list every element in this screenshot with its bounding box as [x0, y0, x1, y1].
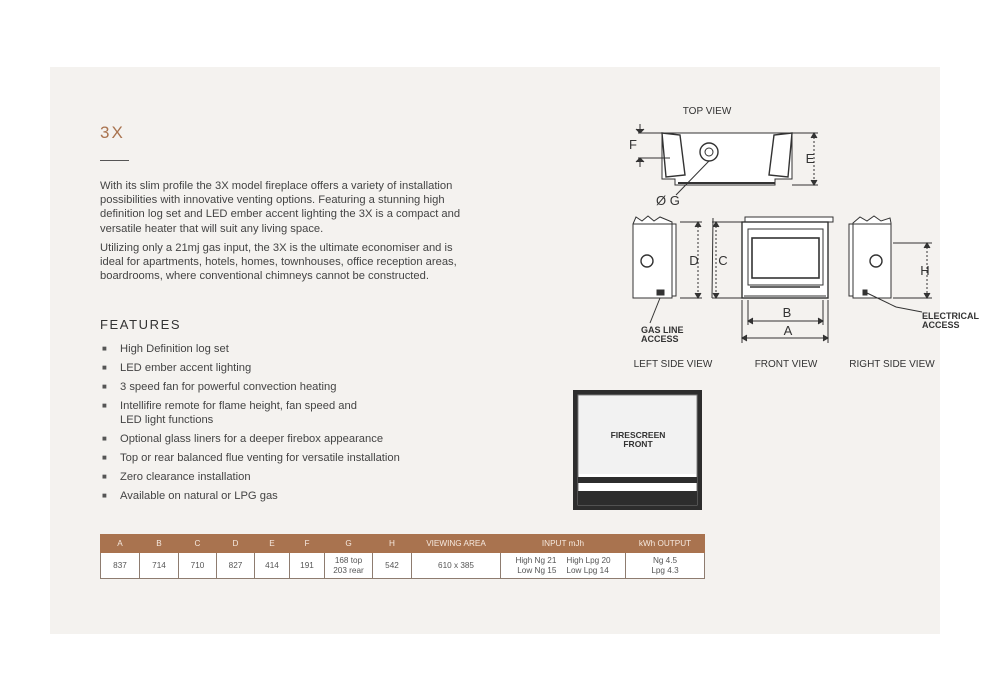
title-divider	[100, 160, 129, 161]
feature-item	[100, 489, 480, 503]
cell-g: 168 top 203 rear	[325, 553, 373, 579]
gas-line-label-2: ACCESS	[641, 334, 679, 344]
feature-text: Available on natural or LPG gas	[120, 490, 278, 503]
feature-item	[100, 451, 480, 465]
table-row	[101, 553, 705, 579]
col-header-e: E	[255, 535, 290, 553]
dim-f-label: F	[629, 137, 637, 152]
bullet-icon: ■	[102, 472, 107, 482]
cell-e: 414	[255, 553, 290, 579]
bullet-icon: ■	[102, 491, 107, 501]
col-header-viewing-area: VIEWING AREA	[412, 535, 501, 553]
left-side-view-drawing	[633, 216, 702, 323]
bullet-icon: ■	[102, 344, 107, 353]
electrical-label-1: ELECTRICAL	[922, 311, 979, 321]
input-values	[503, 556, 623, 576]
intro-paragraph-1: With its slim profile the 3X model fireplace offers a variety of installation possibilities with innovative venting options. Featuring a stunning high definition log set and LED ember accent lighting the 3X is a compact and versatile heater that will suit any living space.	[100, 180, 461, 235]
cell-kwh-output: Ng 4.5 Lpg 4.3	[626, 553, 705, 579]
col-header-h: H	[373, 535, 412, 553]
spec-table-header-row	[101, 535, 705, 553]
feature-item	[100, 432, 480, 446]
feature-item	[100, 361, 480, 375]
bullet-icon: ■	[102, 453, 107, 463]
feature-item	[100, 399, 480, 427]
cell-h: 542	[373, 553, 412, 579]
col-header-c: C	[179, 535, 217, 553]
feature-text: High Definition log set	[120, 343, 229, 355]
content-panel	[50, 67, 979, 634]
feature-text: Top or rear balanced flue venting for versatile installation	[120, 452, 400, 465]
firescreen-front-illustration	[573, 390, 703, 510]
firescreen-label-1: FIRESCREEN	[610, 430, 666, 440]
dim-d-label: D	[689, 253, 699, 268]
dimension-diagram	[570, 97, 979, 382]
input-ng: High Ng 21 Low Ng 15	[515, 555, 557, 575]
cell-b: 714	[140, 553, 179, 579]
cell-viewing-area: 610 x 385	[412, 553, 501, 579]
feature-text: Optional glass liners for a deeper firebox appearance	[120, 433, 384, 446]
top-view-drawing	[636, 124, 818, 195]
col-header-b: B	[140, 535, 179, 553]
feature-text: LED ember accent lighting	[120, 362, 252, 374]
feature-text: Zero clearance installation	[120, 471, 251, 484]
dim-e-label: E	[805, 151, 815, 166]
col-header-d: D	[217, 535, 255, 553]
firescreen-label-2: FRONT	[623, 439, 653, 449]
col-header-kwh-output: kWh OUTPUT	[626, 535, 705, 553]
front-view-drawing	[712, 217, 833, 343]
dim-c-label: C	[718, 253, 728, 268]
bullet-icon: ■	[102, 434, 107, 444]
feature-item	[100, 380, 480, 394]
intro-text	[100, 179, 462, 288]
col-header-input: INPUT mJh	[501, 535, 626, 553]
page-title: 3X	[100, 123, 125, 142]
feature-text: 3 speed fan for powerful convection heating	[120, 381, 337, 393]
top-view-label: TOP VIEW	[682, 106, 732, 117]
dim-a-label: A	[783, 323, 793, 338]
right-side-view-label: RIGHT SIDE VIEW	[849, 359, 935, 370]
gas-line-label-1: GAS LINE	[641, 325, 684, 335]
cell-d: 827	[217, 553, 255, 579]
feature-item	[100, 342, 480, 356]
spec-table	[100, 534, 705, 579]
cell-c: 710	[179, 553, 217, 579]
dim-h-label: H	[920, 263, 930, 278]
bullet-icon: ■	[102, 382, 107, 391]
dim-b-label: B	[782, 305, 792, 320]
cell-f: 191	[290, 553, 325, 579]
col-header-f: F	[290, 535, 325, 553]
cell-input	[501, 553, 626, 579]
features-list	[100, 342, 480, 508]
left-side-view-label: LEFT SIDE VIEW	[633, 359, 713, 370]
dim-g-label: Ø G	[656, 193, 680, 208]
feature-item	[100, 470, 480, 484]
electrical-label-2: ACCESS	[922, 320, 960, 330]
col-header-a: A	[101, 535, 140, 553]
bullet-icon: ■	[102, 401, 107, 410]
intro-paragraph-2: Utilizing only a 21mj gas input, the 3X is the ultimate economiser and is ideal for apartments, hotels, homes, townhouses, office reception areas, boardrooms, where conventional chimneys cannot be constructed.	[100, 241, 457, 283]
cell-a: 837	[101, 553, 140, 579]
col-header-g: G	[325, 535, 373, 553]
feature-text: Intellifire remote for flame height, fan speed and LED light functions	[120, 400, 357, 427]
features-heading: FEATURES	[100, 317, 182, 332]
bullet-icon: ■	[102, 363, 107, 372]
front-view-label: FRONT VIEW	[754, 359, 818, 370]
input-lpg: High Lpg 20 Low Lpg 14	[566, 555, 611, 575]
